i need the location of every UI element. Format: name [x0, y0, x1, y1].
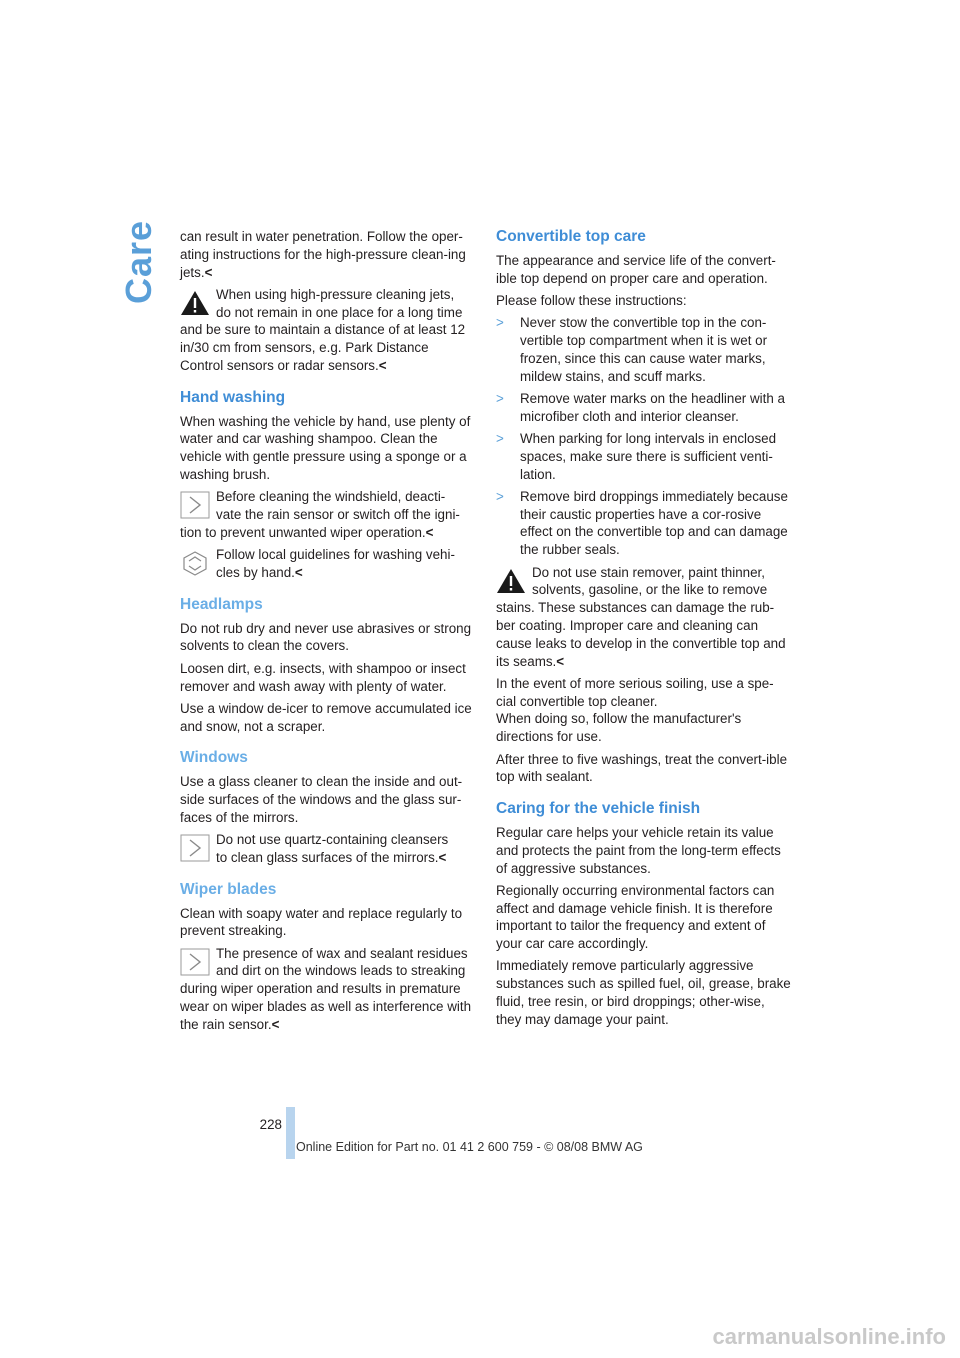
headlamps-paragraph-1: Do not rub dry and never use abrasives or strong solvents to clean the covers.: [180, 620, 472, 654]
note-wiper: The presence of wax and sealant residues and dirt on the windows leads to streaking during wiper operation and results in premature wear on wiper blades as well as interference with the rain sensor.<: [180, 945, 472, 1032]
hand-washing-paragraph: When washing the vehicle by hand, use plenty of water and car washing shampoo. Clean the vehicle with gentle pressure using a sponge or a washing brush.: [180, 413, 471, 483]
convertible-paragraph-4: After three to five washings, treat the convert-ible top with sealant.: [496, 751, 788, 785]
convertible-paragraph-2: Please follow these instructions:: [496, 292, 687, 308]
page-number: 228: [259, 1117, 282, 1132]
convertible-paragraph-3: In the event of more serious soiling, use a spe-cial convertible top cleaner. When doing so, follow the manufacturer's directions for use.: [496, 675, 774, 745]
finish-paragraph-2: Regionally occurring environmental factors can affect and damage vehicle finish. It is therefore important to tailor the frequency and extent of your car care accordingly.: [496, 882, 775, 952]
footer-bar: [286, 1107, 295, 1159]
heading-hand-washing: Hand washing: [180, 388, 286, 406]
list-item: > Remove water marks on the headliner with a microfiber cloth and interior cleanser.: [496, 390, 785, 424]
note-arrow-icon: [180, 491, 210, 519]
environment-recycle-icon: [180, 549, 210, 577]
warning-triangle-icon: [496, 567, 526, 595]
environment-note: Follow local guidelines for washing vehi- cles by hand.<: [180, 546, 475, 582]
convertible-paragraph-1: The appearance and service life of the convert-ible top depend on proper care and operation.: [496, 252, 776, 286]
list-item: > When parking for long intervals in enclosed spaces, make sure there is sufficient venti-lation.: [496, 430, 777, 482]
heading-wiper-blades: Wiper blades: [180, 880, 277, 898]
footer-edition-text: Online Edition for Part no. 01 41 2 600 759 - © 08/08 BMW AG: [296, 1140, 643, 1154]
left-column: [180, 228, 475, 1038]
warning-note-pressure: When using high-pressure cleaning jets, do not remain in one place for a long time and be sure to maintain a distance of at least 12 in/30 cm from sensors, e.g. Park Distance Control sensors or radar sensors.<: [180, 286, 466, 374]
note-windshield: Before cleaning the windshield, deacti- vate the rain sensor or switch off the igni- tion to prevent unwanted wiper operation.<: [180, 489, 460, 540]
finish-paragraph-3: Immediately remove particularly aggressive substances such as spilled fuel, oil, grease, brake fluid, tree resin, or bird droppings; other-wise, they may damage your paint.: [496, 958, 791, 1027]
note-windows: Do not use quartz-containing cleansers to clean glass surfaces of the mirrors.<: [180, 831, 475, 867]
warning-note-stain-remover: Do not use stain remover, paint thinner, solvents, gasoline, or the like to remove stains. These substances can damage the rub-ber coating. Improper care and cleaning can cause leaks to develop in the convertible top and its seams.<: [496, 564, 786, 669]
windows-paragraph: Use a glass cleaner to clean the inside and out-side surfaces of the windows and the glass sur-faces of the mirrors.: [180, 774, 463, 825]
wiper-paragraph: Clean with soapy water and replace regularly to prevent streaking.: [180, 905, 463, 939]
watermark: carmanualsonline.info: [712, 1324, 946, 1349]
heading-headlamps: Headlamps: [180, 595, 263, 613]
right-column: [496, 228, 791, 1033]
note-arrow-icon: [180, 834, 210, 862]
headlamps-paragraph-2: Loosen dirt, e.g. insects, with shampoo or insect remover and wash away with plenty of water.: [180, 660, 466, 694]
warning-triangle-icon: [180, 289, 210, 317]
heading-convertible-top-care: Convertible top care: [496, 228, 646, 245]
note-arrow-icon: [180, 948, 210, 976]
heading-windows: Windows: [180, 749, 248, 767]
heading-vehicle-finish: Caring for the vehicle finish: [496, 800, 701, 818]
list-item: > Never stow the convertible top in the con-vertible top compartment when it is wet or frozen, since this can cause water marks, mildew stains, and scuff marks.: [496, 315, 768, 384]
list-item: > Remove bird droppings immediately because their caustic properties have a cor-rosive effect on the convertible top and can damage the rubber seals.: [496, 488, 788, 558]
finish-paragraph-1: Regular care helps your vehicle retain its value and protects the paint from the long-term effects of aggressive substances.: [496, 824, 781, 876]
intro-paragraph: can result in water penetration. Follow the oper-ating instructions for the high-pressure clean-ing jets.<: [180, 229, 466, 280]
section-side-title: Care: [118, 219, 159, 304]
headlamps-paragraph-3: Use a window de-icer to remove accumulated ice and snow, not a scraper.: [180, 700, 472, 734]
